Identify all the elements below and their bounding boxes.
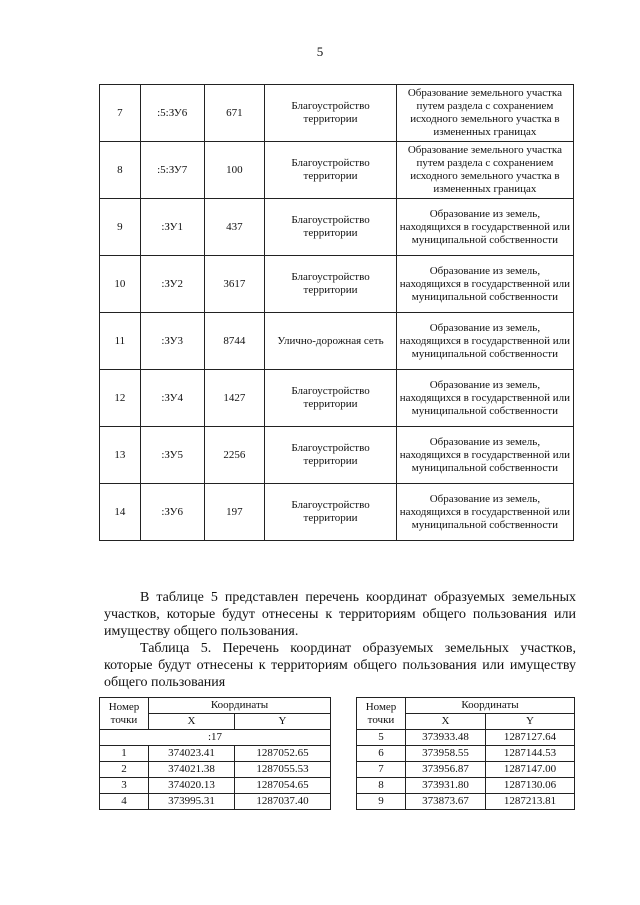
table-row xyxy=(100,85,574,142)
formation-method: Образование из земель, находящихся в государственной или муниципальной собственности xyxy=(396,256,573,313)
coord-y: 1287054.65 xyxy=(235,778,331,794)
plots-table xyxy=(99,84,574,541)
point-number: 6 xyxy=(357,746,406,762)
table-row xyxy=(100,142,574,199)
formation-method: Образование из земель, находящихся в государственной или муниципальной собственности xyxy=(396,313,573,370)
row-number: 7 xyxy=(100,85,141,142)
table-row xyxy=(100,199,574,256)
intro-paragraph: В таблице 5 представлен перечень координат образуемых земельных участков, которые будут отнесены к территориям общего пользования или имуществу общего пользования. xyxy=(104,590,576,639)
coords-table-right xyxy=(356,697,575,810)
page-number: 5 xyxy=(316,44,324,59)
plot-area: 197 xyxy=(204,484,265,541)
coord-y: 1287130.06 xyxy=(485,778,574,794)
coord-x: 373995.31 xyxy=(149,794,235,810)
point-number: 1 xyxy=(100,746,149,762)
permitted-use: Благоустройство территории xyxy=(265,199,397,256)
coord-x: 373958.55 xyxy=(406,746,486,762)
coord-x: 374021.38 xyxy=(149,762,235,778)
point-number: 4 xyxy=(100,794,149,810)
header-x: X xyxy=(406,714,486,730)
coord-x: 373956.87 xyxy=(406,762,486,778)
point-number: 7 xyxy=(357,762,406,778)
coord-x: 373931.80 xyxy=(406,778,486,794)
permitted-use: Благоустройство территории xyxy=(265,256,397,313)
formation-method: Образование земельного участка путем раздела с сохранением исходного земельного участка в измененных границах xyxy=(396,142,573,199)
plot-area: 671 xyxy=(204,85,265,142)
header-point-number: Номер точки xyxy=(357,698,406,730)
row-number: 14 xyxy=(100,484,141,541)
row-number: 13 xyxy=(100,427,141,484)
plot-area: 8744 xyxy=(204,313,265,370)
permitted-use: Благоустройство территории xyxy=(265,427,397,484)
header-x: X xyxy=(149,714,235,730)
plot-code: :ЗУ4 xyxy=(140,370,204,427)
plot-area: 2256 xyxy=(204,427,265,484)
formation-method: Образование из земель, находящихся в государственной или муниципальной собственности xyxy=(396,199,573,256)
coord-y: 1287037.40 xyxy=(235,794,331,810)
row-number: 8 xyxy=(100,142,141,199)
section-label: :17 xyxy=(100,730,331,746)
coord-row xyxy=(100,794,331,810)
permitted-use: Благоустройство территории xyxy=(265,484,397,541)
table-row xyxy=(100,313,574,370)
formation-method: Образование из земель, находящихся в государственной или муниципальной собственности xyxy=(396,427,573,484)
coord-y: 1287213.81 xyxy=(485,794,574,810)
table-row xyxy=(100,427,574,484)
coords-table-left xyxy=(99,697,331,810)
coord-y: 1287052.65 xyxy=(235,746,331,762)
plot-area: 437 xyxy=(204,199,265,256)
plot-area: 1427 xyxy=(204,370,265,427)
table-row xyxy=(100,256,574,313)
row-number: 11 xyxy=(100,313,141,370)
coord-row xyxy=(100,746,331,762)
plot-area: 100 xyxy=(204,142,265,199)
coord-row xyxy=(357,746,575,762)
row-number: 12 xyxy=(100,370,141,427)
coord-y: 1287147.00 xyxy=(485,762,574,778)
header-point-number: Номер точки xyxy=(100,698,149,730)
permitted-use: Благоустройство территории xyxy=(265,142,397,199)
table-row xyxy=(100,484,574,541)
table-row xyxy=(100,370,574,427)
coord-row xyxy=(357,762,575,778)
point-number: 5 xyxy=(357,730,406,746)
coord-row xyxy=(357,730,575,746)
formation-method: Образование из земель, находящихся в государственной или муниципальной собственности xyxy=(396,484,573,541)
coord-row xyxy=(357,794,575,810)
permitted-use: Благоустройство территории xyxy=(265,85,397,142)
coord-x: 374020.13 xyxy=(149,778,235,794)
plot-code: :5:ЗУ6 xyxy=(140,85,204,142)
row-number: 10 xyxy=(100,256,141,313)
plot-code: :ЗУ5 xyxy=(140,427,204,484)
coord-row xyxy=(100,778,331,794)
coord-row xyxy=(357,778,575,794)
coord-y: 1287055.53 xyxy=(235,762,331,778)
header-coordinates: Координаты xyxy=(406,698,575,714)
header-y: Y xyxy=(235,714,331,730)
plot-code: :ЗУ2 xyxy=(140,256,204,313)
point-number: 2 xyxy=(100,762,149,778)
plot-area: 3617 xyxy=(204,256,265,313)
header-coordinates: Координаты xyxy=(149,698,331,714)
formation-method: Образование земельного участка путем раздела с сохранением исходного земельного участка в измененных границах xyxy=(396,85,573,142)
plot-code: :ЗУ1 xyxy=(140,199,204,256)
point-number: 8 xyxy=(357,778,406,794)
point-number: 9 xyxy=(357,794,406,810)
coord-row xyxy=(100,762,331,778)
plot-code: :ЗУ6 xyxy=(140,484,204,541)
coord-y: 1287144.53 xyxy=(485,746,574,762)
coord-x: 373933.48 xyxy=(406,730,486,746)
row-number: 9 xyxy=(100,199,141,256)
formation-method: Образование из земель, находящихся в государственной или муниципальной собственности xyxy=(396,370,573,427)
coord-x: 374023.41 xyxy=(149,746,235,762)
table-caption: Таблица 5. Перечень координат образуемых земельных участков, которые будут отнесены к территориям общего пользования или имуществу общего пользования xyxy=(104,641,576,690)
permitted-use: Благоустройство территории xyxy=(265,370,397,427)
plot-code: :ЗУ3 xyxy=(140,313,204,370)
permitted-use: Улично-дорожная сеть xyxy=(265,313,397,370)
plot-code: :5:ЗУ7 xyxy=(140,142,204,199)
coord-y: 1287127.64 xyxy=(485,730,574,746)
header-y: Y xyxy=(485,714,574,730)
point-number: 3 xyxy=(100,778,149,794)
coord-x: 373873.67 xyxy=(406,794,486,810)
